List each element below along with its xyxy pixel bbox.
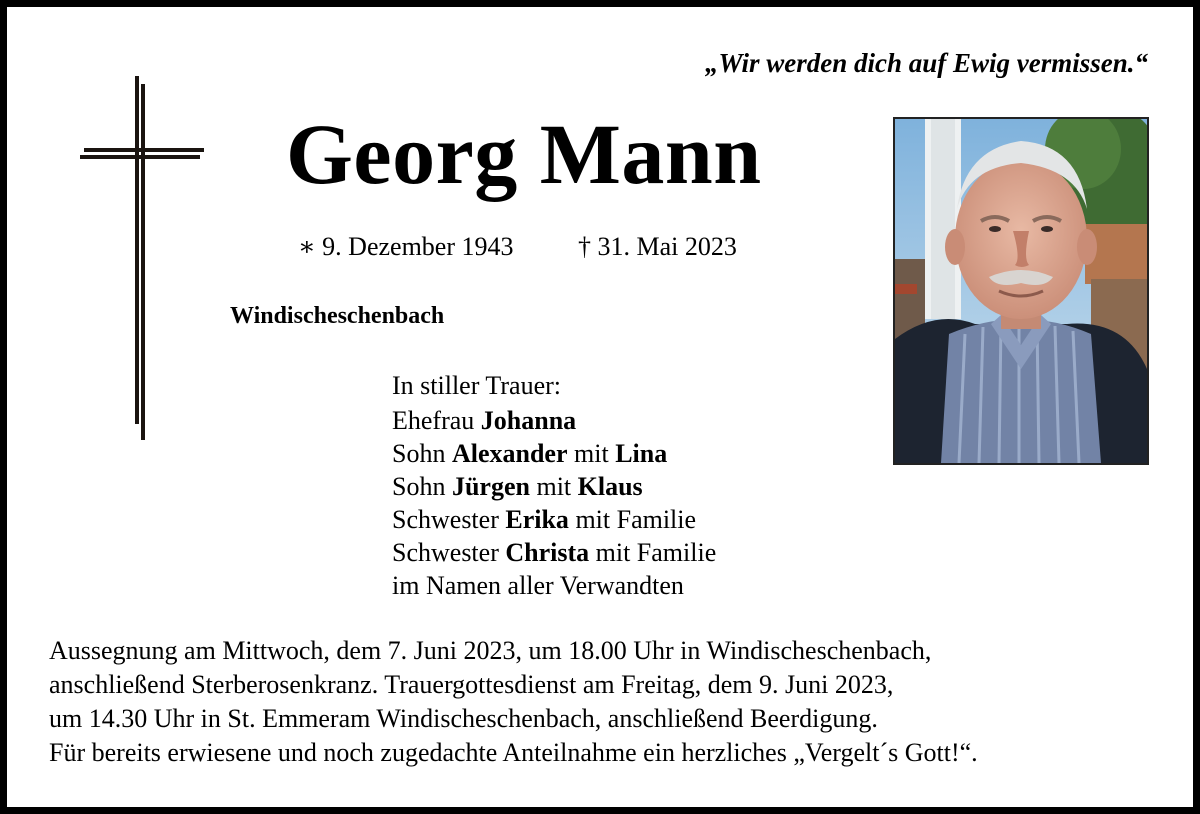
notice-line: Aussegnung am Mittwoch, dem 7. Juni 2023, um 18.00 Uhr in Windischeschenbach, <box>49 636 932 665</box>
notice-line: anschließend Sterberosenkranz. Trauergottesdienst am Freitag, dem 9. Juni 2023, <box>49 670 894 699</box>
portrait-photo <box>893 117 1149 465</box>
mourner-line: Ehefrau Johanna <box>392 406 577 435</box>
death-date: † 31. Mai 2023 <box>578 232 737 261</box>
notice-line: Für bereits erwiesene und noch zugedachte Anteilnahme ein herzliches „Vergelt´s Gott!“. <box>49 738 978 767</box>
mourner-line: Sohn Alexander mit Lina <box>392 439 668 468</box>
mourner-line: Sohn Jürgen mit Klaus <box>392 472 643 501</box>
birth-date: ∗ 9. Dezember 1943 <box>298 232 514 261</box>
deceased-name: Georg Mann <box>286 106 762 202</box>
funeral-notice <box>49 634 978 770</box>
mourners-intro: In stiller Trauer: <box>392 371 561 400</box>
mourners-list <box>392 369 716 602</box>
notice-line: um 14.30 Uhr in St. Emmeram Windischeschenbach, anschließend Beerdigung. <box>49 704 878 733</box>
mourner-line: im Namen aller Verwandten <box>392 571 684 600</box>
cross-icon <box>78 76 208 440</box>
mourner-line: Schwester Erika mit Familie <box>392 505 697 534</box>
memorial-quote: „Wir werden dich auf Ewig vermissen.“ <box>704 48 1148 78</box>
mourner-line: Schwester Christa mit Familie <box>392 538 717 567</box>
hometown: Windischeschenbach <box>230 303 445 329</box>
